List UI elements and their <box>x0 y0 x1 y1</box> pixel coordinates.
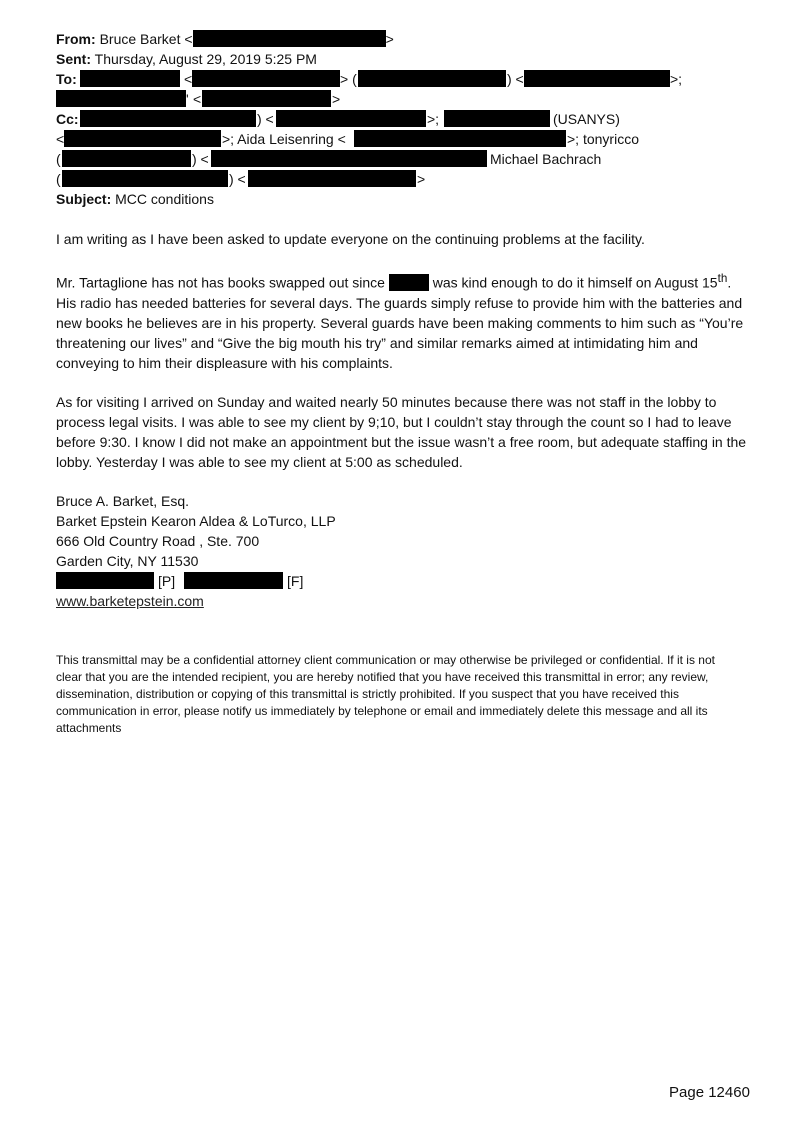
to-gt-paren: > ( <box>340 71 357 87</box>
body-paragraph-3: As for visiting I arrived on Sunday and waited nearly 50 minutes because there was not staff in the lobby to process legal visits. I was able to see my client by 9;10, but I couldn’t stay through the count so I had to leave before 9:30. I know I did not make an appointment but the issue wasn’t a free room, but adequate staffing in the lobby. Yesterday I was able to see my client at 5:00 as scheduled. <box>56 394 747 470</box>
redaction-box <box>389 274 429 291</box>
redaction-box <box>248 170 416 187</box>
redaction-box <box>276 110 426 127</box>
redaction-box <box>193 30 386 47</box>
p2-text-c: . His radio has needed batteries for several days. The guards simply refuse to provide him with the batteries and new books he believes are in his property. Several guards have been making comments to him such as “You’re threatening our lives” and “Give the big mouth his try” and similar remarks aimed at intimidating him and conveying to him their displeasure with his complaints. <box>56 274 744 371</box>
from-label: From: <box>56 31 96 47</box>
redaction-box <box>444 110 550 127</box>
sent-label: Sent: <box>56 51 91 67</box>
from-line <box>56 29 394 49</box>
cc3-paren-lt: ) < <box>192 151 209 167</box>
cc-line-1 <box>56 109 79 129</box>
from-close: > <box>385 31 394 47</box>
sent-line <box>56 49 317 69</box>
from-name: Bruce Barket < <box>99 31 193 47</box>
signature-firm: Barket Epstein Kearon Aldea & LoTurco, LLP <box>56 513 336 529</box>
cc4-open: ( <box>56 171 61 187</box>
to-label: To: <box>56 71 77 87</box>
redaction-box <box>192 70 340 87</box>
website-link-row <box>56 591 204 611</box>
redaction-box <box>62 150 191 167</box>
fax-tag: [F] <box>287 573 304 589</box>
cc4-paren-lt: ) < <box>229 171 246 187</box>
cc2-lt: < <box>56 131 65 147</box>
to-line-1 <box>56 69 77 89</box>
redaction-box <box>80 70 180 87</box>
cc2-aida: >; Aida Leisenring < <box>222 131 346 147</box>
website-link[interactable]: www.barketepstein.com <box>56 593 204 609</box>
p2-text-b: was kind enough to do it himself on August 15 <box>432 274 718 291</box>
redaction-box <box>354 130 566 147</box>
phone-tag: [P] <box>158 573 176 589</box>
redaction-box <box>202 90 331 107</box>
signature-name: Bruce A. Barket, Esq. <box>56 493 190 509</box>
redaction-box <box>64 130 221 147</box>
redaction-box <box>80 110 256 127</box>
to-lt: < <box>184 71 193 87</box>
to-end: >; <box>670 71 683 87</box>
signature-address-2: Garden City, NY 11530 <box>56 553 199 569</box>
to2-lt: < <box>193 91 202 107</box>
to2-gt: > <box>332 91 341 107</box>
subject-label: Subject: <box>56 191 112 207</box>
redaction-box <box>56 572 154 589</box>
body-paragraph-1: I am writing as I have been asked to update everyone on the continuing problems at the facility. <box>56 231 645 247</box>
page-number: Page 12460 <box>669 1084 750 1101</box>
cc3-open: ( <box>56 151 61 167</box>
redaction-box <box>358 70 506 87</box>
redaction-box <box>184 572 283 589</box>
redaction-box <box>56 90 186 107</box>
confidentiality-disclaimer: This transmittal may be a confidential attorney client communication or may otherwise be privileged or confidential. If it is not clear that you are the intended recipient, you are hereby notified that you have received this transmittal in error; any review, dissemination, distribution or copying of this transmittal is strictly prohibited. If you suspect that you have received this communication in error, please notify us immediately by telephone or email and immediately delete this message and all its attachments <box>56 653 715 735</box>
body-paragraph-2 <box>56 269 748 373</box>
redaction-box <box>62 170 228 187</box>
cc4-gt: > <box>417 171 426 187</box>
cc-usanys: (USANYS) <box>553 111 620 127</box>
to-paren-lt: ) < <box>507 71 524 87</box>
cc-label: Cc: <box>56 111 79 127</box>
p2-text-a: Mr. Tartaglione has not has books swapped out since <box>56 274 385 291</box>
subject-line <box>56 189 214 209</box>
cc2-tony: >; tonyricco <box>567 131 639 147</box>
cc3-bachrach: Michael Bachrach <box>490 151 602 167</box>
redaction-box <box>211 150 487 167</box>
sent-value: Thursday, August 29, 2019 5:25 PM <box>94 51 317 67</box>
signature-address-1: 666 Old Country Road , Ste. 700 <box>56 533 260 549</box>
p2-superscript: th <box>717 272 728 285</box>
cc-paren-lt: ) < <box>257 111 274 127</box>
to2-quote: ' <box>186 91 189 107</box>
cc-end: >; <box>427 111 440 127</box>
subject-value: MCC conditions <box>115 191 214 207</box>
redaction-box <box>524 70 670 87</box>
